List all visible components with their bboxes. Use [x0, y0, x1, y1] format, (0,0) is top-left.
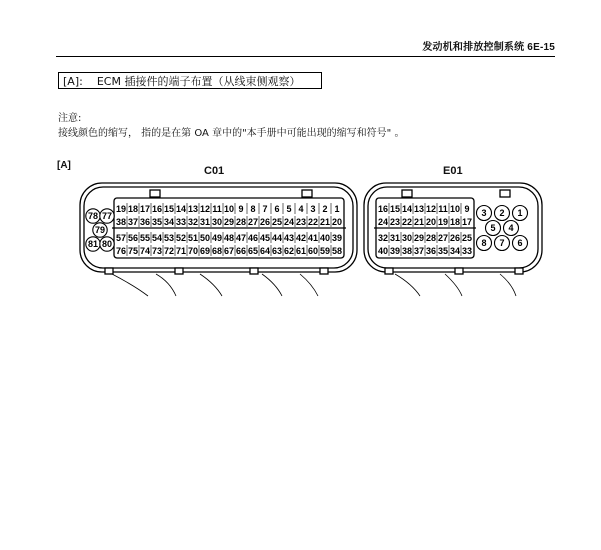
c01-pin: 73 [151, 246, 163, 256]
c01-pin: 11 [212, 204, 222, 214]
note-heading: 注意: [58, 113, 82, 124]
c01-foot [320, 268, 328, 274]
caption-tag: [A]: [63, 75, 83, 88]
c01-pin: 2 [322, 204, 328, 214]
c01-pin: 74 [139, 246, 151, 256]
c01-pin: 32 [187, 217, 199, 227]
wire-harness [112, 274, 516, 296]
e01-pin: 31 [389, 233, 401, 243]
c01-pin: 69 [199, 246, 211, 256]
c01-pin: 4 [298, 204, 304, 214]
connector-c01-label: C01 [204, 165, 225, 177]
c01-pin: 39 [331, 233, 343, 243]
c01-latch-tab [150, 190, 160, 197]
c01-pin: 15 [163, 204, 175, 214]
c01-pin: 55 [139, 233, 151, 243]
e01-pin: 12 [425, 204, 437, 214]
c01-pin: 42 [295, 233, 307, 243]
c01-pin: 45 [259, 233, 271, 243]
c01-pin: 54 [151, 233, 163, 243]
c01-latch-tab [302, 190, 312, 197]
wire-line [156, 274, 176, 296]
e01-pins [378, 203, 528, 256]
c01-pin: 48 [223, 233, 235, 243]
c01-pin: 5 [286, 204, 292, 214]
page-header: 发动机和排放控制系统 6E-15 [422, 42, 555, 53]
e01-pin: 16 [377, 204, 389, 214]
e01-pin: 24 [377, 217, 389, 227]
c01-pin: 34 [163, 217, 175, 227]
c01-foot [175, 268, 183, 274]
e01-pin: 36 [425, 246, 437, 256]
e01-pin: 35 [437, 246, 449, 256]
e01-foot [515, 268, 523, 274]
e01-pin: 37 [413, 246, 425, 256]
figure-label: [A] [57, 160, 71, 171]
e01-pin: 14 [401, 204, 413, 214]
c01-pin: 19 [115, 204, 127, 214]
c01-pin: 71 [175, 246, 187, 256]
e01-pin: 28 [425, 233, 437, 243]
e01-round-pin-label: 8 [481, 238, 487, 249]
c01-pin: 37 [127, 217, 139, 227]
c01-pin: 56 [127, 233, 139, 243]
c01-pin: 20 [331, 217, 343, 227]
e01-pin: 23 [389, 217, 401, 227]
c01-pin: 17 [139, 204, 151, 214]
wire-line [200, 274, 222, 296]
c01-pin: 10 [223, 204, 235, 214]
c01-pin: 40 [319, 233, 331, 243]
wire-line [445, 274, 462, 296]
c01-round-pin-label: 81 [87, 239, 99, 250]
c01-pin: 62 [283, 246, 295, 256]
c01-pin: 13 [187, 204, 199, 214]
wire-line [500, 274, 516, 296]
c01-pin: 43 [283, 233, 295, 243]
c01-pin: 26 [259, 217, 271, 227]
c01-pin: 76 [115, 246, 127, 256]
c01-round-pin-label: 77 [101, 211, 113, 222]
c01-pin: 59 [319, 246, 331, 256]
c01-pin: 6 [274, 204, 280, 214]
e01-round-pin-label: 1 [517, 208, 523, 219]
e01-pin: 15 [389, 204, 401, 214]
c01-pin: 70 [187, 246, 199, 256]
e01-pin: 26 [449, 233, 461, 243]
e01-latch-tab [500, 190, 510, 197]
e01-round-pin-label: 2 [499, 208, 505, 219]
c01-pin: 8 [250, 204, 256, 214]
e01-pin: 34 [449, 246, 461, 256]
c01-pin: 25 [271, 217, 283, 227]
c01-pin: 18 [127, 204, 139, 214]
c01-round-pin-label: 78 [87, 211, 99, 222]
e01-pin: 30 [401, 233, 413, 243]
e01-pin: 29 [413, 233, 425, 243]
c01-pin: 41 [307, 233, 319, 243]
wire-line [112, 274, 148, 296]
c01-pin: 36 [139, 217, 151, 227]
c01-pin: 46 [247, 233, 259, 243]
c01-pin: 53 [163, 233, 175, 243]
e01-pin: 27 [437, 233, 449, 243]
c01-pin: 24 [283, 217, 295, 227]
e01-pin: 38 [401, 246, 413, 256]
e01-pin: 40 [377, 246, 389, 256]
c01-pin: 52 [175, 233, 187, 243]
c01-pin: 75 [127, 246, 139, 256]
c01-pin: 72 [163, 246, 175, 256]
c01-pin: 28 [235, 217, 247, 227]
e01-round-pin-label: 4 [508, 223, 514, 234]
c01-pin: 14 [175, 204, 187, 214]
e01-foot [455, 268, 463, 274]
connector-c01 [80, 183, 357, 274]
e01-pin: 10 [449, 204, 461, 214]
e01-pin: 18 [449, 217, 461, 227]
e01-pin: 22 [401, 217, 413, 227]
c01-pin: 1 [334, 204, 340, 214]
e01-pin: 9 [464, 204, 470, 214]
c01-foot [105, 268, 113, 274]
c01-pin: 12 [199, 204, 211, 214]
c01-pin: 30 [211, 217, 223, 227]
c01-pin: 60 [307, 246, 319, 256]
c01-pin: 63 [271, 246, 283, 256]
c01-pin: 44 [271, 233, 283, 243]
c01-round-pin-label: 79 [94, 225, 106, 236]
c01-round-pin-label: 80 [101, 239, 113, 250]
c01-pin: 67 [223, 246, 235, 256]
c01-pin: 23 [295, 217, 307, 227]
caption-text: ECM 插接件的端子布置（从线束侧观察） [96, 75, 301, 88]
e01-pin: 20 [425, 217, 437, 227]
c01-pin: 33 [175, 217, 187, 227]
e01-pin: 25 [461, 233, 473, 243]
c01-foot [250, 268, 258, 274]
c01-pin: 31 [199, 217, 211, 227]
c01-pin: 61 [295, 246, 307, 256]
e01-round-pin-label: 3 [481, 208, 487, 219]
c01-pin: 21 [319, 217, 331, 227]
c01-pin: 66 [235, 246, 247, 256]
note-body: 接线颜色的缩写， 指的是在第 OA 章中的"本手册中可能出现的缩写和符号" 。 [58, 128, 405, 139]
c01-pin: 3 [310, 204, 316, 214]
connector-e01-label: E01 [443, 165, 463, 177]
c01-pin: 50 [199, 233, 211, 243]
c01-pins [86, 203, 342, 256]
wire-line [262, 274, 282, 296]
wire-line [395, 274, 420, 296]
c01-pin: 27 [247, 217, 259, 227]
c01-pin: 47 [235, 233, 247, 243]
c01-pin: 57 [115, 233, 127, 243]
c01-pin: 64 [259, 246, 271, 256]
e01-pin: 13 [413, 204, 425, 214]
e01-pin: 17 [461, 217, 473, 227]
c01-pin: 38 [115, 217, 127, 227]
e01-latch-tab [402, 190, 412, 197]
e01-foot [385, 268, 393, 274]
e01-round-pin-label: 5 [490, 223, 496, 234]
c01-pin: 29 [223, 217, 235, 227]
c01-pin: 68 [211, 246, 223, 256]
c01-pin: 7 [262, 204, 268, 214]
e01-pin: 33 [461, 246, 473, 256]
e01-round-pin-label: 7 [499, 238, 505, 249]
e01-pin: 32 [377, 233, 389, 243]
e01-round-pin-label: 6 [517, 238, 523, 249]
c01-pin: 35 [151, 217, 163, 227]
e01-pin: 11 [438, 204, 448, 214]
c01-pin: 9 [238, 204, 244, 214]
e01-pin: 21 [413, 217, 425, 227]
e01-pin: 39 [389, 246, 401, 256]
c01-pin: 58 [331, 246, 343, 256]
c01-pin: 65 [247, 246, 259, 256]
c01-pin: 51 [187, 233, 199, 243]
wire-line [300, 274, 318, 296]
e01-pin: 19 [437, 217, 449, 227]
c01-pin: 16 [151, 204, 163, 214]
c01-pin: 49 [211, 233, 223, 243]
c01-pin: 22 [307, 217, 319, 227]
